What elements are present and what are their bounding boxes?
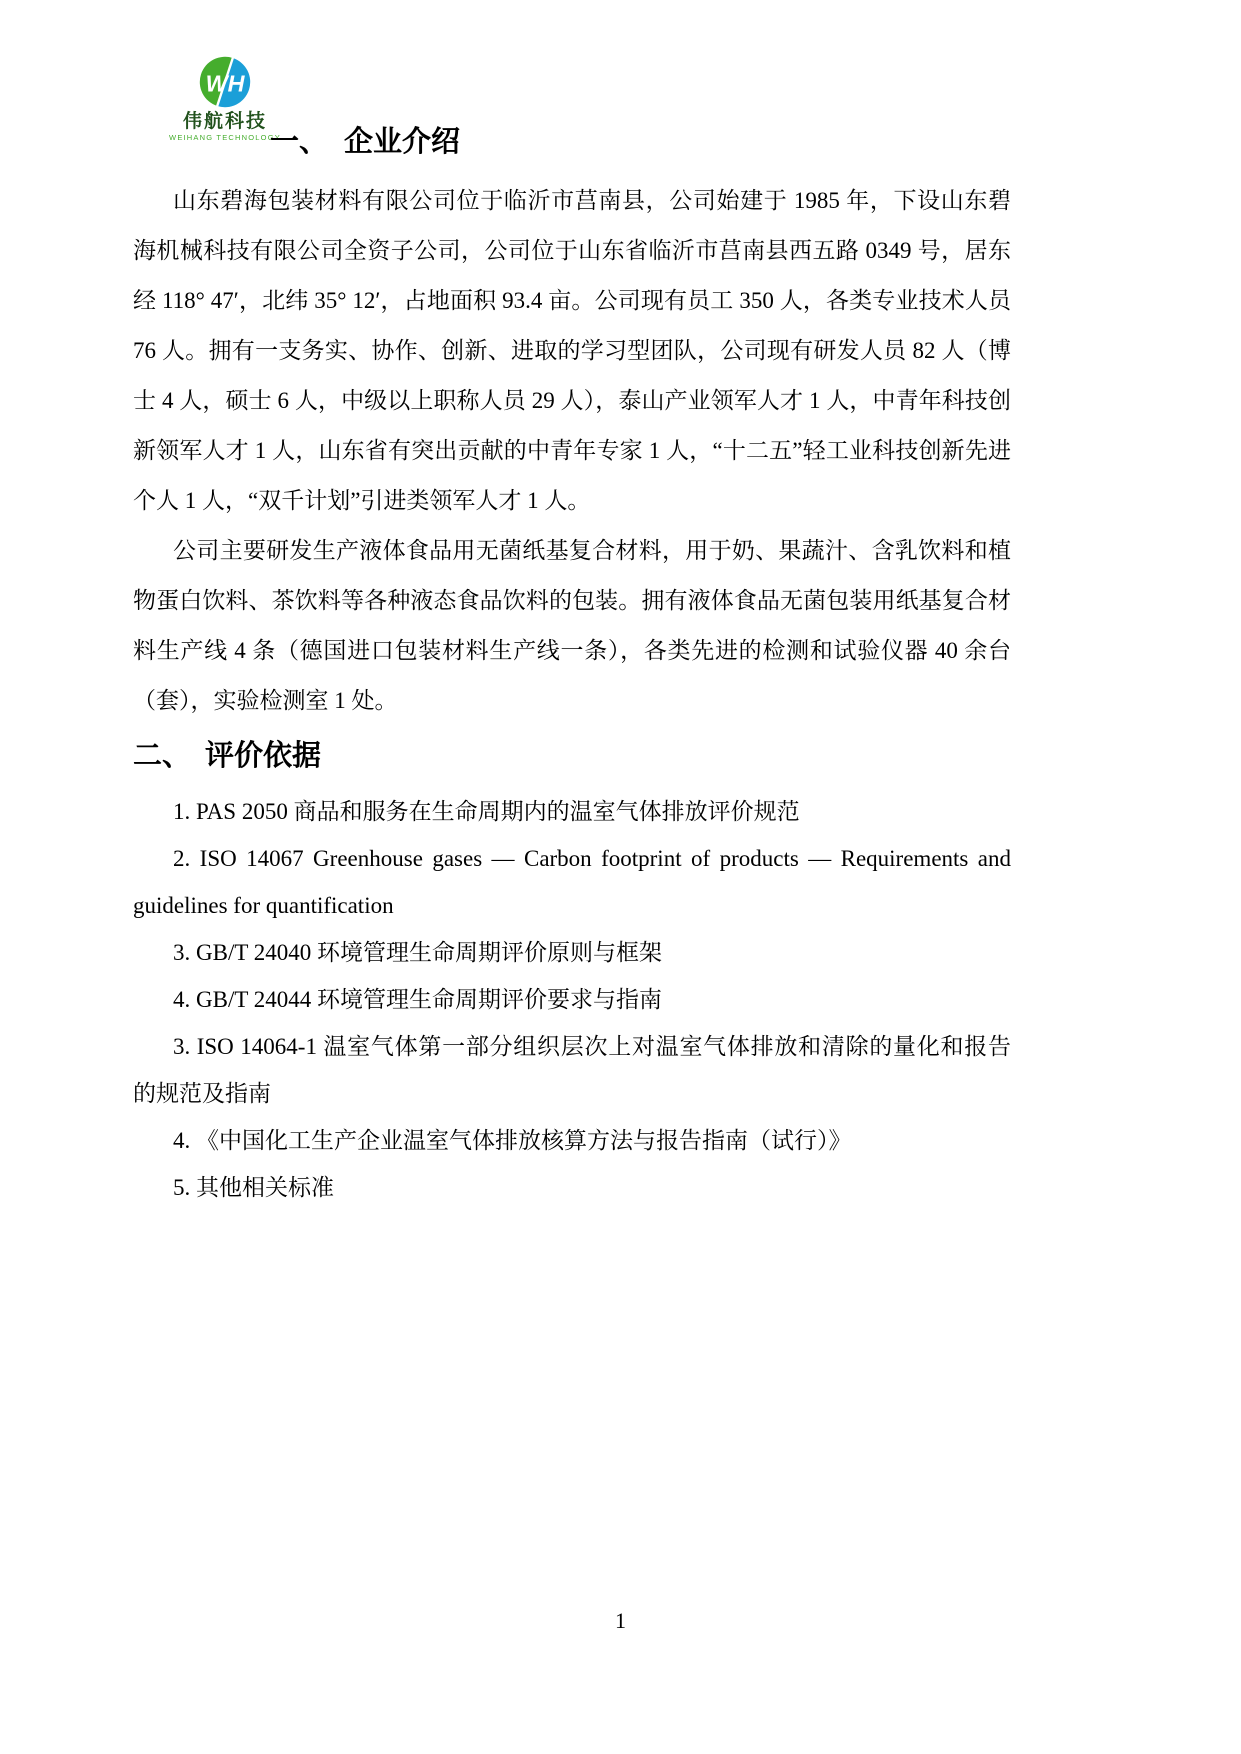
section-2-heading [133, 734, 1011, 778]
company-intro-paragraph-1: 山东碧海包装材料有限公司位于临沂市莒南县，公司始建于 1985 年，下设山东碧海机械科技有限公司全资子公司，公司位于山东省临沂市莒南县西五路 0349 号，居东经 118° 47′，北纬 35° 12′，占地面积 93.4 亩。公司现有员工 350 人，各类专业技术人员 76 人。拥有一支务实、协作、创新、进取的学习型团队，公司现有研发人员 82 人（博士 4 人，硕士 6 人，中级以上职称人员 29 人），泰山产业领军人才 1 人，中青年科技创新领军人才 1 人，山东省有突出贡献的中青年专家 1 人，“十二五”轻工业科技创新先进个人 1 人，“双千计划”引进类领军人才 1 人。 [133, 188, 1011, 513]
section-2-title: 评价依据 [205, 740, 322, 772]
evaluation-basis-item: 3. GB/T 24040 环境管理生命周期评价原则与框架 [173, 940, 662, 965]
logo-monogram: WH [205, 70, 245, 97]
evaluation-basis-item: 3. ISO 14064-1 温室气体第一部分组织层次上对温室气体排放和清除的量化和报告的规范及指南 [133, 1034, 1011, 1106]
section-2-number: 二、 [133, 740, 192, 772]
logo-subtitle: WEIHANG TECHNOLOGY [169, 133, 281, 142]
evaluation-basis-item: 5. 其他相关标准 [173, 1175, 334, 1200]
section-1-heading [270, 120, 1011, 164]
evaluation-basis-item: 2. ISO 14067 Greenhouse gases — Carbon footprint of products — Requirements and guidelines for quantification [133, 846, 1011, 918]
company-intro-paragraph-2: 公司主要研发生产液体食品用无菌纸基复合材料，用于奶、果蔬汁、含乳饮料和植物蛋白饮料、茶饮料等各种液态食品饮料的包装。拥有液体食品无菌包装用纸基复合材料生产线 4 条（德国进口包装材料生产线一条），各类先进的检测和试验仪器 40 余台（套），实验检测室 1 处。 [133, 538, 1011, 713]
evaluation-basis-item: 4. GB/T 24044 环境管理生命周期评价要求与指南 [173, 987, 662, 1012]
document-body [133, 0, 1011, 1211]
page-number: 1 [615, 1608, 626, 1633]
logo-name: 伟航科技 [182, 111, 267, 132]
evaluation-basis-item: 1. PAS 2050 商品和服务在生命周期内的温室气体排放评价规范 [173, 799, 800, 824]
section-1-title: 企业介绍 [344, 126, 461, 158]
evaluation-basis-item: 4. 《中国化工生产企业温室气体排放核算方法与报告指南（试行）》 [173, 1128, 852, 1153]
section-1-number: 一、 [270, 126, 329, 158]
